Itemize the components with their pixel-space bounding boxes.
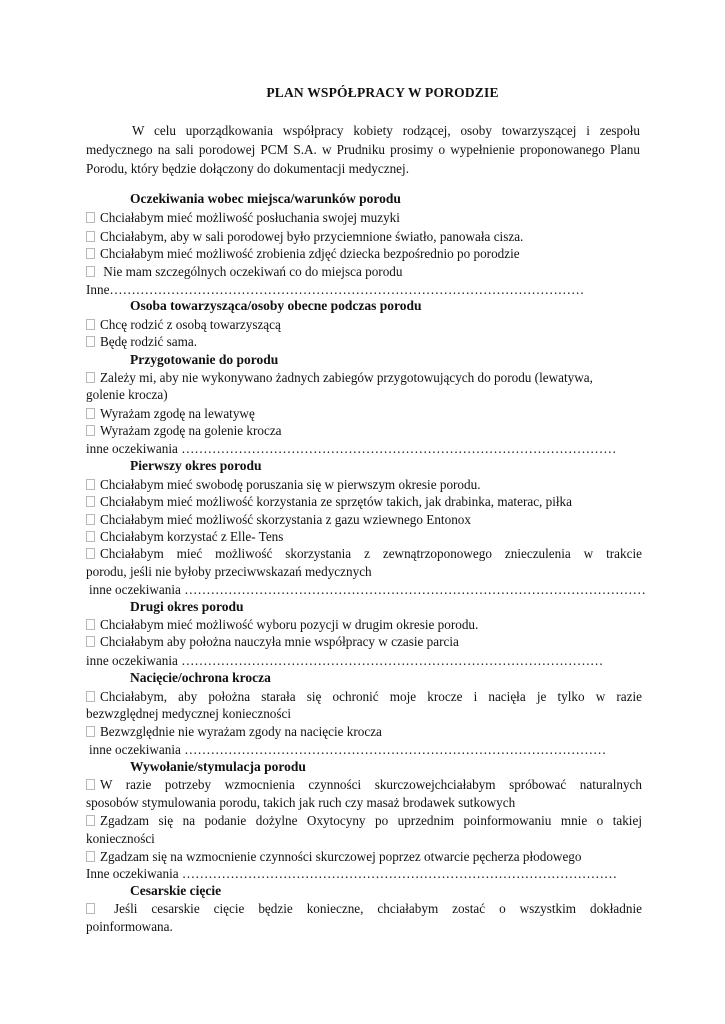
checkbox-icon[interactable]	[86, 851, 95, 862]
checkbox-icon[interactable]	[86, 231, 95, 242]
option-alone[interactable]: Będę rodzić sama.	[86, 332, 642, 351]
checkbox-icon[interactable]	[86, 266, 95, 277]
option-pushing-help[interactable]: Chciałabym aby położna nauczyła mnie współpracy w czasie parcia	[86, 632, 642, 651]
checkbox-icon[interactable]	[86, 815, 95, 826]
heading-companion: Osoba towarzysząca/osoby obecne podczas porodu	[130, 298, 422, 313]
checkbox-icon[interactable]	[86, 619, 95, 630]
checkbox-icon[interactable]	[86, 248, 95, 259]
checkbox-icon[interactable]	[86, 903, 95, 914]
heading-place-conditions: Oczekiwania wobec miejsca/warunków porodu	[130, 191, 401, 206]
checkbox-icon[interactable]	[86, 336, 95, 347]
other-expectations-place[interactable]: Inne………………………………………………………………………………………………	[86, 282, 585, 297]
option-free-movement[interactable]: Chciałabym mieć swobodę poruszania się w pierwszym okresie porodu.	[86, 475, 642, 494]
checkbox-icon[interactable]	[86, 691, 95, 702]
checkbox-icon[interactable]	[86, 548, 95, 559]
other-expectations-second-stage[interactable]: inne oczekiwania ……………………………………………………………………………………	[86, 653, 604, 668]
checkbox-icon[interactable]	[86, 319, 95, 330]
option-oxytocin[interactable]: Zgadzam się na podanie dożylne Oxytocyny po uprzednim poinformowaniu mnie o takiej	[86, 811, 642, 830]
checkbox-icon[interactable]	[86, 496, 95, 507]
checkbox-icon[interactable]	[86, 425, 95, 436]
option-natural-stimulation[interactable]: W razie potrzeby wzmocnienia czynności skurczowejchciałabym spróbować naturalnych	[86, 775, 642, 794]
option-amniotomy[interactable]: Zgadzam się na wzmocnienie czynności skurczowej poprzez otwarcie pęcherza płodowego	[86, 847, 642, 866]
intro-paragraph: W celu uporządkowania współpracy kobiety rodzącej, osoby towarzyszącej i zespołu medycznego na sali porodowej PCM S.A. w Prudniku prosimy o wypełnienie proponowanego Planu Porodu, który będzie dołączony do dokumentacji medycznej.	[86, 123, 640, 176]
option-photos[interactable]: Chciałabym mieć możliwość zrobienia zdjęć dziecka bezpośrednio po porodzie	[86, 244, 642, 263]
option-with-companion[interactable]: Chcę rodzić z osobą towarzyszącą	[86, 315, 642, 334]
checkbox-icon[interactable]	[86, 726, 95, 737]
other-expectations-induction[interactable]: Inne oczekiwania ………………………………………………………………………………………	[86, 866, 618, 881]
option-position-choice[interactable]: Chciałabym mieć możliwość wyboru pozycji w drugim okresie porodu.	[86, 615, 642, 634]
option-no-procedures[interactable]: Zależy mi, aby nie wykonywano żadnych zabiegów przygotowujących do porodu (lewatywa,	[86, 368, 642, 387]
other-expectations-preparation[interactable]: inne oczekiwania ………………………………………………………………………………………	[86, 441, 617, 456]
checkbox-icon[interactable]	[86, 479, 95, 490]
option-music[interactable]: Chciałabym mieć możliwość posłuchania swojej muzyki	[86, 208, 642, 227]
option-oxytocin-cont: konieczności	[86, 831, 155, 846]
option-cesarean-info[interactable]: Jeśli cesarskie cięcie będzie konieczne, chciałabym zostać o wszystkim dokładnie	[86, 899, 642, 918]
heading-first-stage: Pierwszy okres porodu	[130, 458, 262, 473]
option-no-procedures-cont: golenie krocza)	[86, 387, 168, 402]
option-protect-perineum[interactable]: Chciałabym, aby położna starała się ochronić moje krocze i nacięła je tylko w razie	[86, 687, 642, 706]
option-epidural-cont: porodu, jeśli nie byłoby przeciwwskazań medycznych	[86, 564, 372, 579]
heading-cesarean: Cesarskie cięcie	[130, 883, 222, 898]
heading-induction: Wywołanie/stymulacja porodu	[130, 759, 306, 774]
checkbox-icon[interactable]	[86, 408, 95, 419]
option-no-episiotomy[interactable]: Bezwzględnie nie wyrażam zgody na nacięcie krocza	[86, 722, 642, 741]
checkbox-icon[interactable]	[86, 212, 95, 223]
option-equipment[interactable]: Chciałabym mieć możliwość korzystania ze sprzętów takich, jak drabinka, materac, piłka	[86, 492, 642, 511]
checkbox-icon[interactable]	[86, 636, 95, 647]
checkbox-icon[interactable]	[86, 779, 95, 790]
heading-second-stage: Drugi okres porodu	[130, 599, 244, 614]
heading-perineum: Nacięcie/ochrona krocza	[130, 670, 271, 685]
checkbox-icon[interactable]	[86, 514, 95, 525]
option-enema[interactable]: Wyrażam zgodę na lewatywę	[86, 404, 642, 423]
other-expectations-first-stage[interactable]: inne oczekiwania ……………………………………………………………………………………………	[89, 582, 646, 597]
checkbox-icon[interactable]	[86, 372, 95, 383]
option-entonox[interactable]: Chciałabym mieć możliwość skorzystania z gazu wziewnego Entonox	[86, 510, 642, 529]
option-protect-perineum-cont: bezwzględnej medycznej konieczności	[86, 706, 292, 721]
other-expectations-perineum[interactable]: inne oczekiwania ……………………………………………………………………………………	[89, 742, 607, 757]
option-cesarean-info-cont: poinformowana.	[86, 919, 173, 934]
checkbox-icon[interactable]	[86, 531, 95, 542]
document-title: PLAN WSPÓŁPRACY W PORODZIE	[266, 85, 499, 100]
option-epidural[interactable]: Chciałabym mieć możliwość skorzystania z zewnątrzoponowego znieczulenia w trakcie	[86, 544, 642, 563]
option-shaving[interactable]: Wyrażam zgodę na golenie krocza	[86, 421, 642, 440]
option-no-expectations[interactable]: Nie mam szczególnych oczekiwań co do miejsca porodu	[86, 262, 642, 281]
heading-preparation: Przygotowanie do porodu	[130, 352, 279, 367]
option-dim-light[interactable]: Chciałabym, aby w sali porodowej było przyciemnione światło, panowała cisza.	[86, 227, 642, 246]
option-tens[interactable]: Chciałabym korzystać z Elle- Tens	[86, 527, 642, 546]
option-natural-stimulation-cont: sposobów stymulowania porodu, takich jak ruch czy masaż brodawek sutkowych	[86, 795, 516, 810]
